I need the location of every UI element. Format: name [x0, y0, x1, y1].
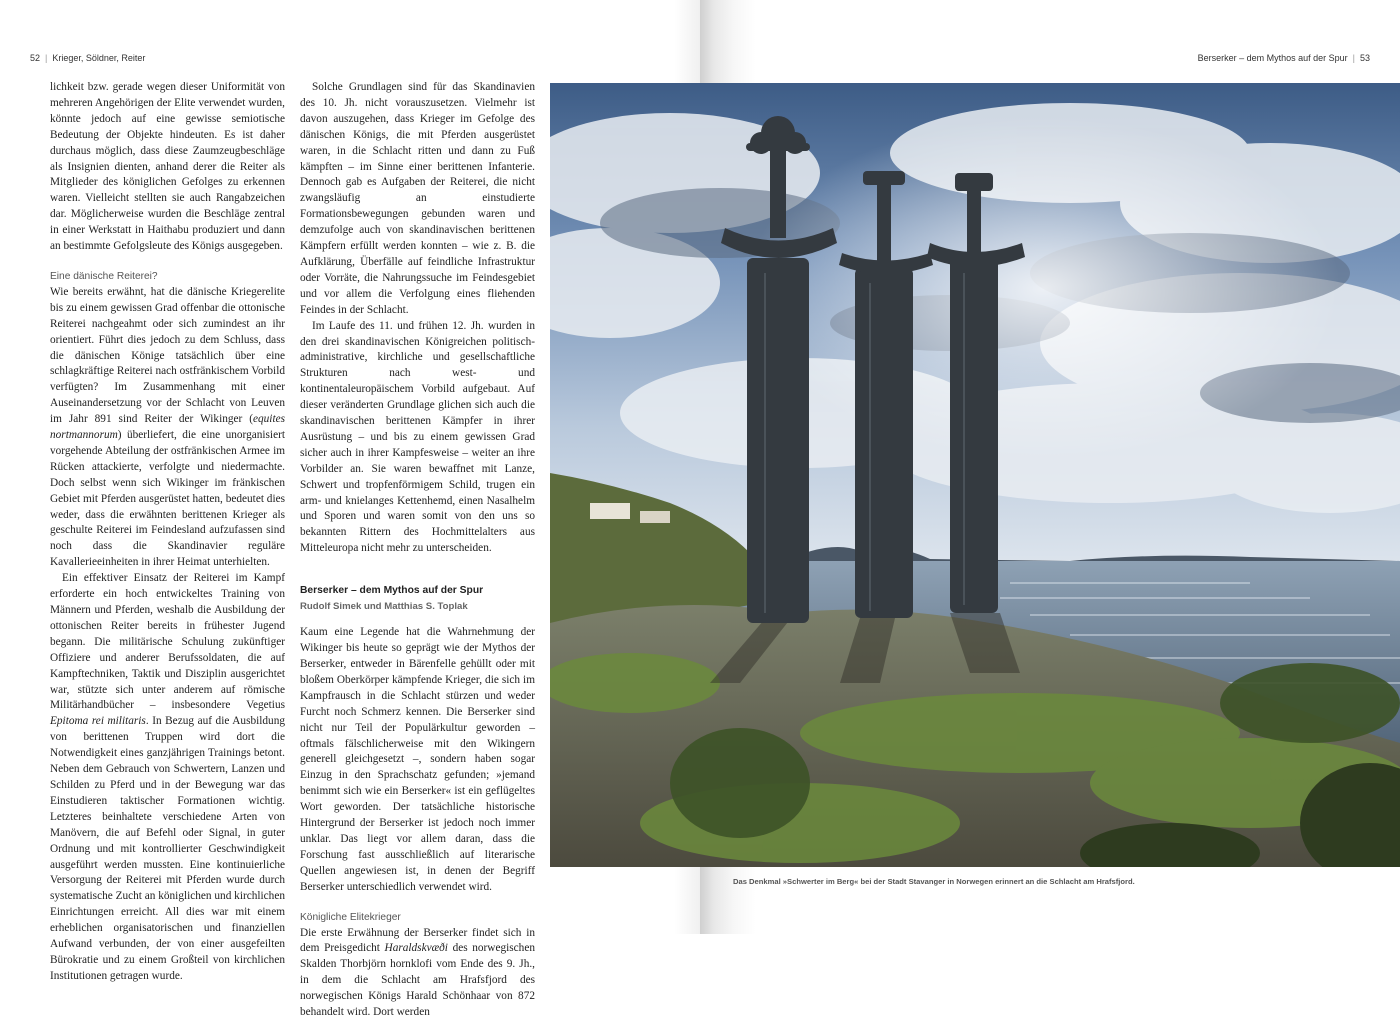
paragraph: lichkeit bzw. gerade wegen dieser Uniformität von mehreren Angehörigen der Elite verwendet wurden, könnte jedoch auf eine gewisse semiotische Bedeutung der Objekte hindeuten. Es ist daher durchaus möglich, dass diese Zaumzeugbeschläge als Insignien dienten, anhand derer die Reiter als Mitglieder des königlichen Gefolges zu erkennen waren. Vielleicht stellten sie auch Rangabzeichen dar. Möglicherweise wurden die Beschläge zentral in einer Werkstatt in Haithabu produziert und dann an bestimmte Gefolgsleute des Königs ausgegeben.	[50, 81, 285, 253]
photo-caption: Das Denkmal »Schwerter im Berg« bei der Stadt Stavanger in Norwegen erinnert an die Schlacht am Hrafsfjord.	[733, 877, 1135, 886]
right-running-title: Berserker – dem Mythos auf der Spur	[1197, 53, 1348, 63]
paragraph: Wie bereits erwähnt, hat die dänische Kriegerelite bis zu einem gewissen Grad offenbar die ottonische Reiterei nachgeahmt oder sich zumindest an ihr orientiert. Führt dies jedoch zu dem Schluss, dass die dänischen Könige tatsächlich über eine schlagkräftige Reiterei nach ostfränkischem Vorbild verfügten? Im Zusammenhang mit einer Auseinandersetzung vor der Schlacht von Leuven im Jahr 891 sind Reiter der Wikinger (equites nortmannorum) überliefert, die eine unorganisiert vorgehende Abteilung der ostfränkischen Armee im Rücken attackierte, verfolgte und niedermachte. Doch selbst wenn sich Wikinger im fränkischen Gebiet mit Pferden ausgerüstet hatten, bedeutet dies weder, dass die erwähnten berittenen Krieger als geschulte Reiterei im Feindesland aufzufassen sind noch dass die Skandinavier reguläre Kavallerieeinheiten in ihrer Heimat unterhielten.	[50, 285, 285, 569]
left-running-title: Krieger, Söldner, Reiter	[52, 53, 146, 63]
paragraph: Die erste Erwähnung der Berserker findet sich in dem Preisgedicht Haraldskvæði des norwegischen Skalden Thorbjörn hornklofi vom Ende des 9. Jh., in dem die Schlacht am Hrafsfjord des norwegischen Königs Harald Schönhaar von 872 behandelt wird. Dort werden	[300, 926, 535, 1019]
left-page-number: 52	[30, 53, 41, 63]
text-column-1	[50, 80, 285, 985]
left-running-head: 52 | Krieger, Söldner, Reiter	[30, 53, 146, 63]
paragraph: Im Laufe des 11. und frühen 12. Jh. wurden in den drei skandinavischen Königreichen politisch-administrative, kirchliche und gesellschaftliche Strukturen nach west- und kontinentaleuropäischem Vorbild aufgebaut. Auf dieser veränderten Grundlage glichen sich auch die skandinavischen berittenen Kämpfer in ihrer Ausrüstung – und bis zu einem gewissen Grad sicher auch in ihrer Kampfesweise – weiter an ihre Vorbilder an. Sie waren bewaffnet mit Lanze, Schwert und tropfenförmigem Schild, trugen ein arm- und knielanges Kettenhemd, einen Nasalhelm und Sporen und waren somit von den uns so bekannten Rittern des Hochmittelalters aus Mitteleuropa nicht mehr zu unterscheiden.	[300, 319, 535, 555]
paragraph: Kaum eine Legende hat die Wahrnehmung der Wikinger bis heute so geprägt wie der Mythos der Berserker, entweder in Bärenfelle gehüllt oder mit bloßem Oberkörper kämpfende Krieger, die sich im Kampfrausch in die Schlacht stürzen und weder Furcht noch Schmerz kennen. Die Berserker sind nicht nur Teil der Populärkultur geworden – oftmals fälschlicherweise mit den Wikingern generell gleichgesetzt –, sondern haben sogar Einzug in den Sprachschatz gefunden; »jemand benimmt sich wie ein Berserker« ist ein geflügeltes Wort geworden. Der tatsächliche historische Hintergrund der Berserker ist jedoch noch immer unklar. Das liegt vor allem daran, dass die Forschung fast ausschließlich auf literarische Quellen angewiesen ist, in denen der Begriff Berserker unterschiedlich verwendet wird.	[300, 626, 535, 893]
article-title: Berserker – dem Mythos auf der Spur	[300, 585, 484, 597]
section-heading: Eine dänische Reiterei?	[50, 270, 158, 282]
right-running-head: Berserker – dem Mythos auf der Spur | 53	[1197, 53, 1370, 63]
section-heading: Königliche Elitekrieger	[300, 911, 401, 923]
text-column-2	[300, 80, 535, 1021]
article-authors: Rudolf Simek und Matthias S. Toplak	[300, 601, 468, 613]
paragraph: Ein effektiver Einsatz der Reiterei im Kampf erforderte ein hoch entwickeltes Training von Männern und Pferden, weshalb die Ausbildung der ottonischen Reiter bereits in frühester Jugend begann. Die militärische Schulung zukünftiger Offiziere und anderer Berufssoldaten, die auf Kampftechniken, Taktik und Disziplin ausgerichtet war, stützte sich unter anderem auf römische Militärhandbücher – insbesondere Vegetius Epitoma rei militaris. In Bezug auf die Ausbildung von berittenen Truppen wird dort die Notwendigkeit eines ganzjährigen Trainings betont. Neben dem Gebrauch von Schwertern, Lanzen und Schilden zu Pferd und in der Bewegung war das Einstudieren taktischer Formationen wichtig. Letzteres beinhaltete verschiedene Arten von Manövern, die auf Befehl oder Signal, in guter Ordnung und mit kontrollierter Geschwindigkeit ausgeführt werden mussten. Eine kontinuierliche Versorgung der Reiterei mit Pferden wurde durch systematische Zucht an königlichen und kirchlichen Einrichtungen erreicht. All dies war mit einem erheblichen organisatorischen und finanziellen Aufwand verbunden, der von einer ausgefeilten Bürokratie und zu einem Großteil von kirchlichen Institutionen getragen wurde.	[50, 572, 285, 982]
swords-monument-photo	[550, 83, 1400, 867]
right-page-number: 53	[1359, 53, 1370, 63]
paragraph: Solche Grundlagen sind für das Skandinavien des 10. Jh. nicht vorauszusetzen. Vielmehr ist davon auszugehen, dass Krieger im Gefolge des dänischen Königs, die mit Pferden ausgerüstet waren, in die Schlacht ritten und dann zu Fuß kämpften – im Sinne einer berittenen Infanterie. Dennoch gab es Aufgaben der Reiterei, die nicht zwangsläufig an einstudierte Formationsbewegungen gebunden waren und demzufolge auch von skandinavischen berittenen Kämpfern erfüllt werden konnten – wie z. B. die Aufklärung, Überfälle auf feindliche Infrastruktur oder Vorräte, die Nahrungssuche im Feindesgebiet und vor allem die Verfolgung eines fliehenden Feindes in der Schlacht.	[300, 81, 535, 316]
